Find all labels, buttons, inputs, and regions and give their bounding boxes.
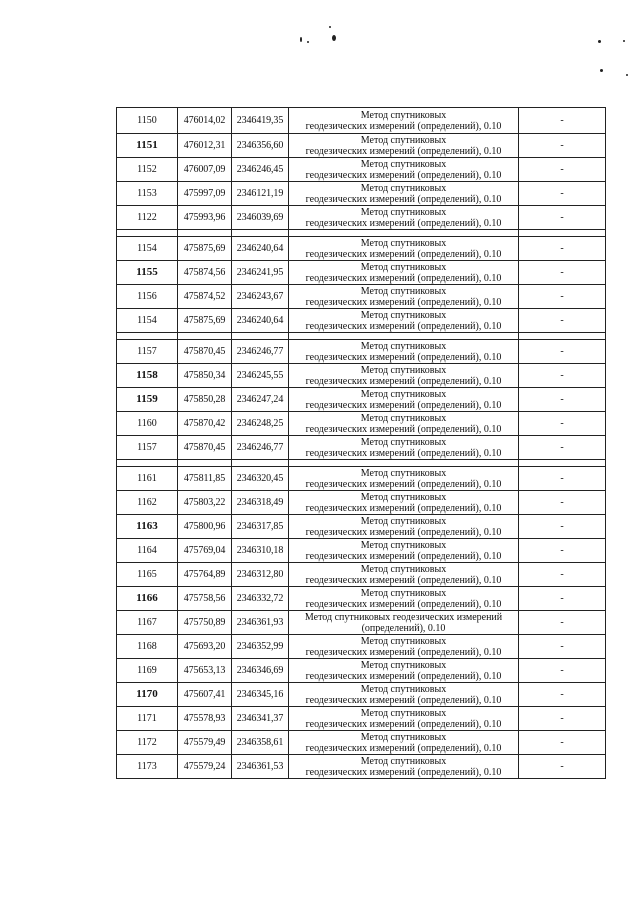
y-coordinate-cell: 2346245,55 <box>232 364 289 388</box>
method-line-2: геодезических измерений (определений), 0.10 <box>305 120 502 132</box>
spacer-cell <box>232 230 289 237</box>
note-cell: - <box>519 237 606 261</box>
spacer-cell <box>117 230 178 237</box>
table-row <box>117 158 606 182</box>
method-line-2: геодезических измерений (определений), 0.10 <box>305 646 502 658</box>
x-coordinate-cell: 475997,09 <box>178 182 232 206</box>
method-line-2: геодезических измерений (определений), 0.10 <box>305 320 502 332</box>
note-cell: - <box>519 635 606 659</box>
method-cell <box>289 731 519 755</box>
scan-speck <box>623 40 625 42</box>
x-coordinate-cell: 475803,22 <box>178 491 232 515</box>
point-number-cell: 1153 <box>117 182 178 206</box>
x-coordinate-cell: 475870,45 <box>178 340 232 364</box>
method-line-1: Метод спутниковых <box>360 109 447 121</box>
point-number-cell: 1156 <box>117 285 178 309</box>
method-line-1: Метод спутниковых <box>360 635 447 647</box>
table-row <box>117 237 606 261</box>
y-coordinate-cell: 2346317,85 <box>232 515 289 539</box>
note-cell: - <box>519 206 606 230</box>
method-line-2: геодезических измерений (определений), 0.10 <box>305 272 502 284</box>
note-cell: - <box>519 707 606 731</box>
method-line-1: Метод спутниковых <box>360 563 447 575</box>
table-row <box>117 683 606 707</box>
point-number-cell: 1171 <box>117 707 178 731</box>
note-cell: - <box>519 285 606 309</box>
y-coordinate-cell: 2346246,77 <box>232 340 289 364</box>
table-row <box>117 755 606 779</box>
method-line-2: геодезических измерений (определений), 0.10 <box>305 502 502 514</box>
x-coordinate-cell: 475811,85 <box>178 467 232 491</box>
y-coordinate-cell: 2346240,64 <box>232 309 289 333</box>
spacer-cell <box>519 333 606 340</box>
method-line-2: геодезических измерений (определений), 0.10 <box>305 296 502 308</box>
method-cell <box>289 563 519 587</box>
coordinates-table-body <box>117 108 606 779</box>
table-row <box>117 108 606 134</box>
table-row <box>117 412 606 436</box>
spacer-cell <box>519 460 606 467</box>
x-coordinate-cell: 475579,24 <box>178 755 232 779</box>
method-line-2: геодезических измерений (определений), 0.10 <box>305 574 502 586</box>
spacer-cell <box>117 333 178 340</box>
x-coordinate-cell: 475875,69 <box>178 309 232 333</box>
y-coordinate-cell: 2346345,16 <box>232 683 289 707</box>
method-line-1: Метод спутниковых <box>360 261 447 273</box>
method-cell <box>289 309 519 333</box>
method-cell <box>289 467 519 491</box>
point-number-cell: 1152 <box>117 158 178 182</box>
method-cell <box>289 364 519 388</box>
note-cell: - <box>519 731 606 755</box>
y-coordinate-cell: 2346356,60 <box>232 134 289 158</box>
point-number-cell: 1160 <box>117 412 178 436</box>
y-coordinate-cell: 2346352,99 <box>232 635 289 659</box>
scan-speck <box>307 41 309 43</box>
method-cell <box>289 388 519 412</box>
x-coordinate-cell: 475750,89 <box>178 611 232 635</box>
point-number-cell: 1169 <box>117 659 178 683</box>
method-line-1: Метод спутниковых <box>360 515 447 527</box>
table-spacer-row <box>117 460 606 467</box>
method-line-1: Метод спутниковых <box>360 731 447 743</box>
point-number-cell: 1157 <box>117 340 178 364</box>
method-cell <box>289 755 519 779</box>
y-coordinate-cell: 2346346,69 <box>232 659 289 683</box>
note-cell: - <box>519 364 606 388</box>
point-number-cell: 1172 <box>117 731 178 755</box>
note-cell: - <box>519 755 606 779</box>
point-number-cell: 1165 <box>117 563 178 587</box>
x-coordinate-cell: 475874,52 <box>178 285 232 309</box>
x-coordinate-cell: 475578,93 <box>178 707 232 731</box>
method-line-1: Метод спутниковых <box>360 206 447 218</box>
point-number-cell: 1151 <box>117 134 178 158</box>
table-spacer-row <box>117 230 606 237</box>
table-row <box>117 491 606 515</box>
method-line-1: Метод спутниковых <box>360 182 447 194</box>
coordinates-table <box>116 107 606 779</box>
point-number-cell: 1150 <box>117 108 178 134</box>
x-coordinate-cell: 475758,56 <box>178 587 232 611</box>
table-row <box>117 587 606 611</box>
note-cell: - <box>519 412 606 436</box>
point-number-cell: 1164 <box>117 539 178 563</box>
method-cell <box>289 285 519 309</box>
method-cell <box>289 134 519 158</box>
x-coordinate-cell: 475875,69 <box>178 237 232 261</box>
method-line-1: Метод спутниковых <box>360 158 447 170</box>
x-coordinate-cell: 475653,13 <box>178 659 232 683</box>
method-cell <box>289 587 519 611</box>
point-number-cell: 1155 <box>117 261 178 285</box>
method-cell <box>289 515 519 539</box>
x-coordinate-cell: 475764,89 <box>178 563 232 587</box>
scan-speck <box>600 69 603 72</box>
method-line-1: Метод спутниковых <box>360 340 447 352</box>
x-coordinate-cell: 475850,28 <box>178 388 232 412</box>
table-row <box>117 539 606 563</box>
y-coordinate-cell: 2346310,18 <box>232 539 289 563</box>
scan-speck <box>329 26 331 28</box>
table-row <box>117 285 606 309</box>
method-line-2: геодезических измерений (определений), 0.10 <box>305 670 502 682</box>
note-cell: - <box>519 158 606 182</box>
method-line-1: Метод спутниковых <box>360 683 447 695</box>
x-coordinate-cell: 476007,09 <box>178 158 232 182</box>
table-row <box>117 635 606 659</box>
method-line-2: геодезических измерений (определений), 0.10 <box>305 766 502 778</box>
method-cell <box>289 108 519 134</box>
point-number-cell: 1158 <box>117 364 178 388</box>
y-coordinate-cell: 2346320,45 <box>232 467 289 491</box>
point-number-cell: 1170 <box>117 683 178 707</box>
x-coordinate-cell: 475993,96 <box>178 206 232 230</box>
method-line-1: Метод спутниковых <box>360 285 447 297</box>
y-coordinate-cell: 2346341,37 <box>232 707 289 731</box>
y-coordinate-cell: 2346248,25 <box>232 412 289 436</box>
method-line-1: Метод спутниковых <box>360 309 447 321</box>
point-number-cell: 1154 <box>117 237 178 261</box>
table-row <box>117 134 606 158</box>
note-cell: - <box>519 563 606 587</box>
table-row <box>117 659 606 683</box>
scan-speck <box>300 37 302 42</box>
table-row <box>117 340 606 364</box>
method-line-1: Метод спутниковых <box>360 467 447 479</box>
note-cell: - <box>519 611 606 635</box>
point-number-cell: 1162 <box>117 491 178 515</box>
method-line-1: Метод спутниковых <box>360 539 447 551</box>
method-cell <box>289 182 519 206</box>
point-number-cell: 1173 <box>117 755 178 779</box>
y-coordinate-cell: 2346247,24 <box>232 388 289 412</box>
method-line-2: геодезических измерений (определений), 0.10 <box>305 423 502 435</box>
method-line-1: Метод спутниковых <box>360 388 447 400</box>
y-coordinate-cell: 2346332,72 <box>232 587 289 611</box>
method-line-1: Метод спутниковых <box>360 491 447 503</box>
x-coordinate-cell: 476014,02 <box>178 108 232 134</box>
method-line-2: геодезических измерений (определений), 0.10 <box>305 169 502 181</box>
x-coordinate-cell: 475850,34 <box>178 364 232 388</box>
method-line-1: Метод спутниковых <box>360 755 447 767</box>
x-coordinate-cell: 475607,41 <box>178 683 232 707</box>
method-line-2: геодезических измерений (определений), 0.10 <box>305 447 502 459</box>
method-cell <box>289 707 519 731</box>
method-line-1: Метод спутниковых геодезических измерений <box>304 611 503 623</box>
method-line-1: Метод спутниковых <box>360 659 447 671</box>
method-line-2: геодезических измерений (определений), 0.10 <box>305 550 502 562</box>
method-line-1: Метод спутниковых <box>360 412 447 424</box>
table-row <box>117 436 606 460</box>
table-row <box>117 467 606 491</box>
spacer-cell <box>178 333 232 340</box>
note-cell: - <box>519 467 606 491</box>
note-cell: - <box>519 491 606 515</box>
point-number-cell: 1166 <box>117 587 178 611</box>
point-number-cell: 1157 <box>117 436 178 460</box>
table-row <box>117 563 606 587</box>
method-line-2: геодезических измерений (определений), 0.10 <box>305 478 502 490</box>
spacer-cell <box>178 460 232 467</box>
method-cell <box>289 340 519 364</box>
table-row <box>117 515 606 539</box>
table-row <box>117 611 606 635</box>
method-line-2: геодезических измерений (определений), 0.10 <box>305 193 502 205</box>
table-row <box>117 707 606 731</box>
note-cell: - <box>519 261 606 285</box>
y-coordinate-cell: 2346419,35 <box>232 108 289 134</box>
x-coordinate-cell: 476012,31 <box>178 134 232 158</box>
method-line-2: геодезических измерений (определений), 0.10 <box>305 375 502 387</box>
note-cell: - <box>519 108 606 134</box>
note-cell: - <box>519 388 606 412</box>
y-coordinate-cell: 2346241,95 <box>232 261 289 285</box>
note-cell: - <box>519 683 606 707</box>
method-cell <box>289 683 519 707</box>
spacer-cell <box>178 230 232 237</box>
point-number-cell: 1154 <box>117 309 178 333</box>
y-coordinate-cell: 2346361,93 <box>232 611 289 635</box>
y-coordinate-cell: 2346361,53 <box>232 755 289 779</box>
note-cell: - <box>519 659 606 683</box>
method-cell <box>289 261 519 285</box>
scan-speck <box>626 74 628 76</box>
method-line-2: геодезических измерений (определений), 0.10 <box>305 145 502 157</box>
table-row <box>117 388 606 412</box>
y-coordinate-cell: 2346246,77 <box>232 436 289 460</box>
x-coordinate-cell: 475870,42 <box>178 412 232 436</box>
spacer-cell <box>289 333 519 340</box>
x-coordinate-cell: 475870,45 <box>178 436 232 460</box>
note-cell: - <box>519 340 606 364</box>
method-line-2: (определений), 0.10 <box>361 622 446 634</box>
point-number-cell: 1159 <box>117 388 178 412</box>
method-cell <box>289 436 519 460</box>
point-number-cell: 1163 <box>117 515 178 539</box>
method-cell <box>289 158 519 182</box>
table-row <box>117 261 606 285</box>
point-number-cell: 1122 <box>117 206 178 230</box>
method-line-1: Метод спутниковых <box>360 436 447 448</box>
y-coordinate-cell: 2346240,64 <box>232 237 289 261</box>
spacer-cell <box>289 460 519 467</box>
method-cell <box>289 237 519 261</box>
method-line-2: геодезических измерений (определений), 0.10 <box>305 526 502 538</box>
method-cell <box>289 635 519 659</box>
y-coordinate-cell: 2346312,80 <box>232 563 289 587</box>
point-number-cell: 1167 <box>117 611 178 635</box>
method-line-2: геодезических измерений (определений), 0.10 <box>305 351 502 363</box>
x-coordinate-cell: 475769,04 <box>178 539 232 563</box>
method-line-1: Метод спутниковых <box>360 587 447 599</box>
scan-speck <box>598 40 601 43</box>
method-cell <box>289 539 519 563</box>
y-coordinate-cell: 2346318,49 <box>232 491 289 515</box>
y-coordinate-cell: 2346243,67 <box>232 285 289 309</box>
note-cell: - <box>519 539 606 563</box>
spacer-cell <box>232 460 289 467</box>
method-line-2: геодезических измерений (определений), 0.10 <box>305 248 502 260</box>
x-coordinate-cell: 475874,56 <box>178 261 232 285</box>
y-coordinate-cell: 2346039,69 <box>232 206 289 230</box>
x-coordinate-cell: 475800,96 <box>178 515 232 539</box>
table-row <box>117 206 606 230</box>
point-number-cell: 1168 <box>117 635 178 659</box>
method-line-2: геодезических измерений (определений), 0.10 <box>305 718 502 730</box>
point-number-cell: 1161 <box>117 467 178 491</box>
method-line-2: геодезических измерений (определений), 0.10 <box>305 217 502 229</box>
spacer-cell <box>232 333 289 340</box>
x-coordinate-cell: 475693,20 <box>178 635 232 659</box>
scan-speck <box>332 35 336 41</box>
method-cell <box>289 206 519 230</box>
method-line-2: геодезических измерений (определений), 0.10 <box>305 742 502 754</box>
method-cell <box>289 659 519 683</box>
y-coordinate-cell: 2346246,45 <box>232 158 289 182</box>
method-cell <box>289 491 519 515</box>
method-cell <box>289 412 519 436</box>
table-row <box>117 731 606 755</box>
table-row <box>117 364 606 388</box>
spacer-cell <box>519 230 606 237</box>
note-cell: - <box>519 309 606 333</box>
table-row <box>117 309 606 333</box>
note-cell: - <box>519 587 606 611</box>
y-coordinate-cell: 2346358,61 <box>232 731 289 755</box>
note-cell: - <box>519 515 606 539</box>
method-line-2: геодезических измерений (определений), 0.10 <box>305 598 502 610</box>
method-line-1: Метод спутниковых <box>360 364 447 376</box>
note-cell: - <box>519 436 606 460</box>
method-line-2: геодезических измерений (определений), 0.10 <box>305 399 502 411</box>
x-coordinate-cell: 475579,49 <box>178 731 232 755</box>
method-line-1: Метод спутниковых <box>360 237 447 249</box>
spacer-cell <box>289 230 519 237</box>
y-coordinate-cell: 2346121,19 <box>232 182 289 206</box>
method-line-1: Метод спутниковых <box>360 707 447 719</box>
method-line-1: Метод спутниковых <box>360 134 447 146</box>
method-cell <box>289 611 519 635</box>
note-cell: - <box>519 134 606 158</box>
note-cell: - <box>519 182 606 206</box>
table-row <box>117 182 606 206</box>
table-spacer-row <box>117 333 606 340</box>
spacer-cell <box>117 460 178 467</box>
method-line-2: геодезических измерений (определений), 0.10 <box>305 694 502 706</box>
